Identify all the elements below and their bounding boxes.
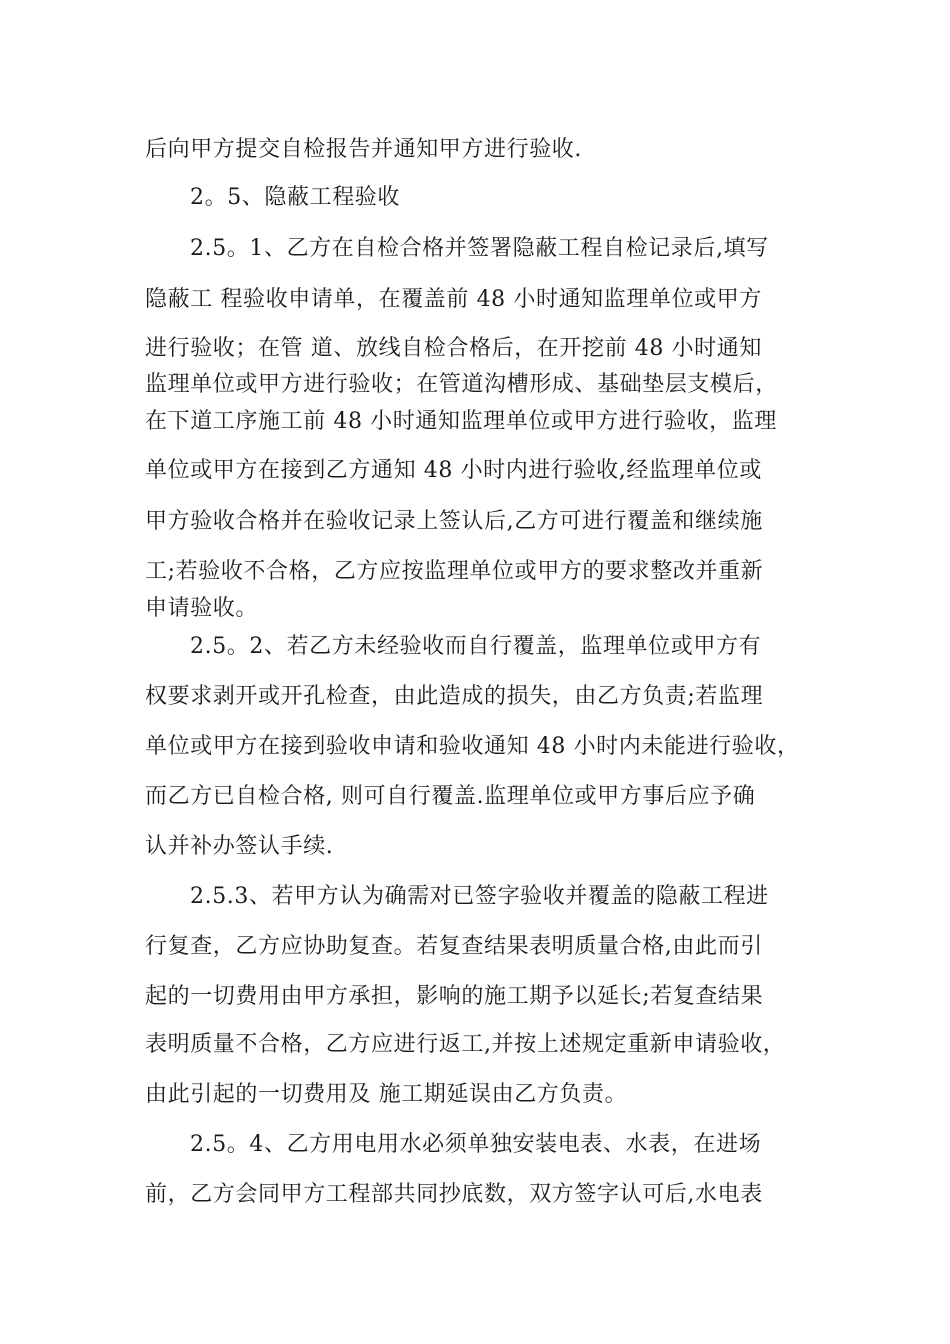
text-line: 进行验收；在管 道、放线自检合格后，在开挖前 48 小时通知 (145, 336, 762, 361)
paragraph-start: 2.5.3、若甲方认为确需对已签字验收并覆盖的隐蔽工程进 (190, 884, 769, 909)
text-line: 表明质量不合格，乙方应进行返工,并按上述规定重新申请验收， (145, 1032, 786, 1057)
text-line: 前，乙方会同甲方工程部共同抄底数，双方签字认可后,水电表 (145, 1182, 763, 1207)
paragraph-start: 2.5。2、若乙方未经验收而自行覆盖，监理单位或甲方有 (190, 634, 762, 659)
text-line: 申请验收。 (145, 596, 259, 621)
paragraph-start: 2.5。4、乙方用电用水必须单独安装电表、水表，在进场 (190, 1132, 762, 1157)
text-line: 工;若验收不合格，乙方应按监理单位或甲方的要求整改并重新 (145, 559, 764, 584)
text-line: 甲方验收合格并在验收记录上签认后,乙方可进行覆盖和继续施 (145, 509, 763, 534)
text-line: 单位或甲方在接到乙方通知 48 小时内进行验收,经监理单位或 (145, 458, 762, 483)
text-line: 单位或甲方在接到验收申请和验收通知 48 小时内未能进行验收， (145, 734, 800, 759)
text-line: 权要求剥开或开孔检查，由此造成的损失，由乙方负责;若监理 (145, 684, 764, 709)
text-line: 隐蔽工 程验收申请单，在覆盖前 48 小时通知监理单位或甲方 (145, 287, 762, 312)
text-line: 后向甲方提交自检报告并通知甲方进行验收. (145, 137, 582, 162)
text-line: 监理单位或甲方进行验收；在管道沟槽形成、基础垫层支模后， (145, 372, 778, 397)
text-line: 认并补办签认手续. (145, 834, 334, 859)
text-line: 由此引起的一切费用及 施工期延误由乙方负责。 (145, 1082, 628, 1107)
text-line: 行复查，乙方应协助复查。若复查结果表明质量合格,由此而引 (145, 934, 763, 959)
paragraph-start: 2.5。1、乙方在自检合格并签署隐蔽工程自检记录后,填写 (190, 236, 769, 261)
text-line: 起的一切费用由甲方承担，影响的施工期予以延长;若复查结果 (145, 984, 764, 1009)
section-heading: 2。5、隐蔽工程验收 (190, 185, 400, 210)
text-line: 在下道工序施工前 48 小时通知监理单位或甲方进行验收，监理 (145, 409, 777, 434)
text-line: 而乙方已自检合格, 则可自行覆盖.监理单位或甲方事后应予确 (145, 784, 756, 809)
